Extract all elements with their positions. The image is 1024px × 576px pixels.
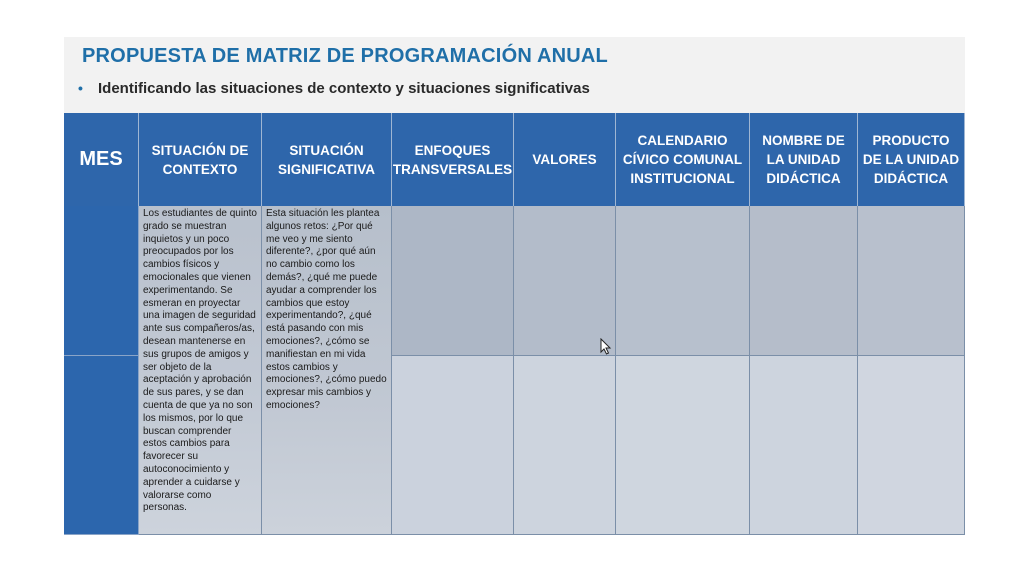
calendario-cell-row-1[interactable] [616, 206, 750, 356]
header-enfoques-transversales: ENFOQUES TRANSVERSALES [392, 113, 514, 206]
enfoques-cell-row-1[interactable] [392, 206, 514, 356]
header-mes: MES [64, 113, 139, 206]
slide-subtitle [78, 80, 590, 97]
mes-cell-row-2[interactable] [64, 356, 139, 535]
programming-matrix-table [64, 113, 965, 535]
header-situacion-contexto: SITUACIÓN DE CONTEXTO [139, 113, 262, 206]
mouse-pointer-icon [600, 338, 612, 355]
header-nombre-unidad: NOMBRE DE LA UNIDAD DIDÁCTICA [750, 113, 858, 206]
header-calendario-civico: CALENDARIO CÍVICO COMUNAL INSTITUCIONAL [616, 113, 750, 206]
header-producto-unidad: PRODUCTO DE LA UNIDAD DIDÁCTICA [858, 113, 965, 206]
valores-cell-row-1[interactable] [514, 206, 616, 356]
valores-cell-row-2[interactable] [514, 356, 616, 535]
nombre-cell-row-1[interactable] [750, 206, 858, 356]
nombre-cell-row-2[interactable] [750, 356, 858, 535]
mes-cell-row-1[interactable] [64, 206, 139, 356]
slide [64, 37, 965, 535]
producto-cell-row-1[interactable] [858, 206, 965, 356]
header-valores: VALORES [514, 113, 616, 206]
situacion-significativa-text: Esta situación les plantea algunos retos: ¿Por qué me veo y me siento diferente?, ¿por qué aún no cambio como los demás?, ¿qué me puede ayudar a comprender los cambios que estoy experimentando?, ¿qué está pasando con mis emociones?, ¿cómo se manifiestan en mi vida estos cambios y emociones?, ¿cómo puedo expresar mis cambios y emociones? [266, 208, 387, 411]
producto-cell-row-2[interactable] [858, 356, 965, 535]
header-situacion-significativa: SITUACIÓN SIGNIFICATIVA [262, 113, 392, 206]
bullet-icon: • [78, 80, 83, 96]
enfoques-cell-row-2[interactable] [392, 356, 514, 535]
calendario-cell-row-2[interactable] [616, 356, 750, 535]
situacion-contexto-text: Los estudiantes de quinto grado se muestran inquietos y un poco preocupados por los cambios físicos y emocionales que vienen experimentando. Se esmeran en proyectar una imagen de seguridad ante sus compañeros/as, desean mantenerse en sus grupos de amigos y ser objeto de la aceptación y aprobación de sus pares, y se dan cuenta de que ya no son los mismos, por lo que buscan comprender estos cambios para favorecer su autoconocimiento y aprender a cuidarse y valorarse como personas. [143, 208, 257, 514]
subtitle-text: Identificando las situaciones de contexto y situaciones significativas [98, 80, 590, 97]
slide-title: PROPUESTA DE MATRIZ DE PROGRAMACIÓN ANUAL [82, 45, 608, 67]
